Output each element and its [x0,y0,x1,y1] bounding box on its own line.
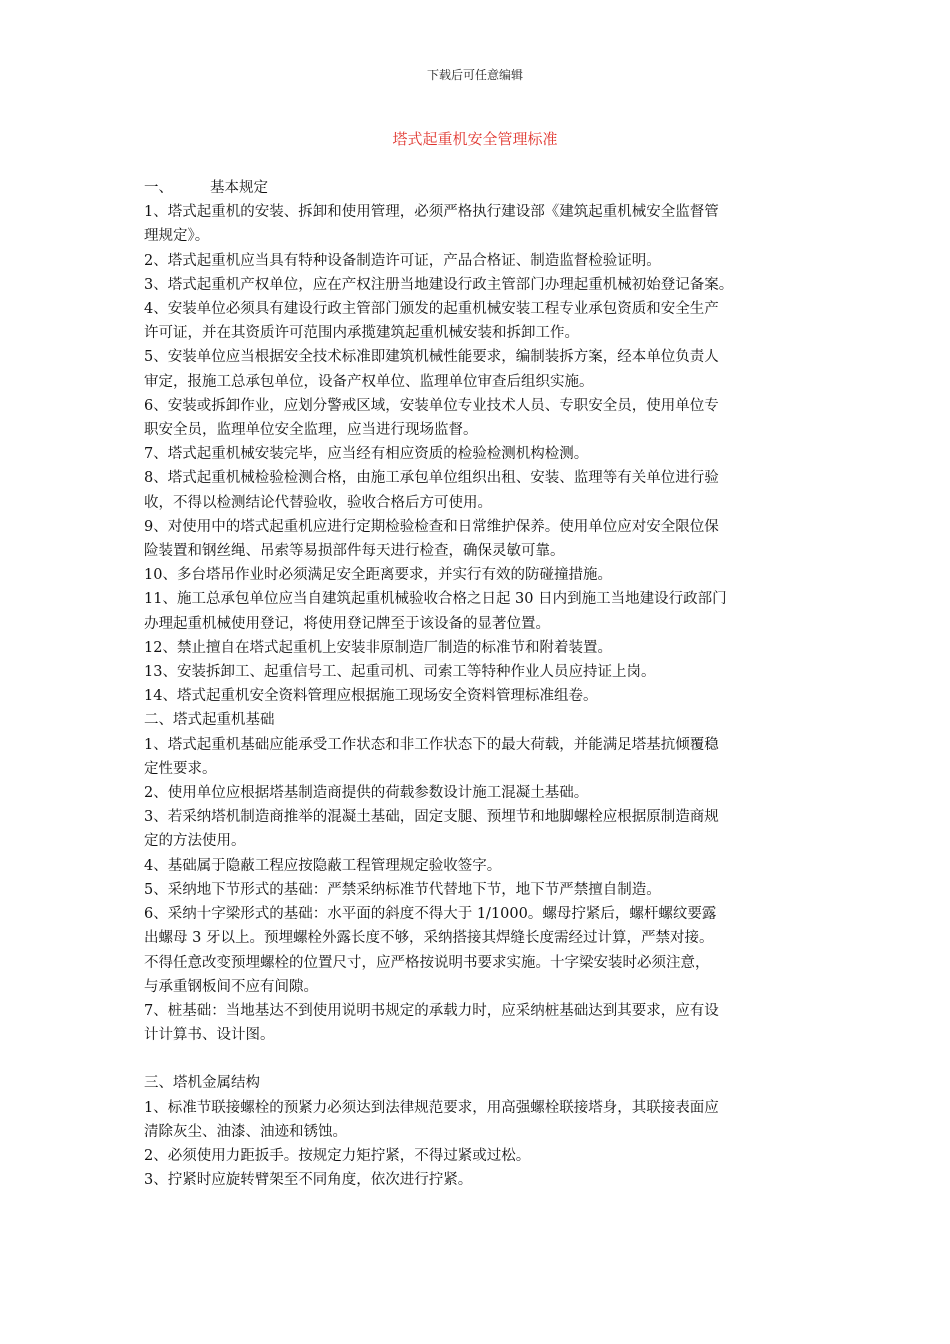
paragraph-line: 与承重钢板间不应有间隙。 [144,978,318,995]
section-number: 一、 [144,180,173,196]
paragraph-line: 2、使用单位应根据塔基制造商提供的荷载参数设计施工混凝土基础。 [144,785,589,802]
paragraph-line: 2、塔式起重机应当具有特种设备制造许可证，产品合格证、制造监督检验证明。 [144,252,661,269]
document-title: 塔式起重机安全管理标准 [392,130,558,148]
paragraph-line: 13、安装拆卸工、起重信号工、起重司机、司索工等特种作业人员应持证上岗。 [144,664,656,681]
section-3-body [144,1096,810,1193]
paragraph-line: 定性要求。 [144,760,217,777]
section-2-body [144,733,810,1048]
paragraph-line: 14、塔式起重机安全资料管理应根据施工现场安全资料管理标准组卷。 [144,688,598,705]
paragraph-line: 12、禁止擅自在塔式起重机上安装非原制造厂制造的标准节和附着装置。 [144,639,612,656]
paragraph-line: 5、采纳地下节形式的基础：严禁采纳标准节代替地下节，地下节严禁擅自制造。 [144,881,661,898]
paragraph-line: 8、塔式起重机械检验检测合格，由施工承包单位组织出租、安装、监理等有关单位进行验 [144,470,719,487]
paragraph-line: 3、若采纳塔机制造商推举的混凝土基础，固定支腿、预埋节和地脚螺栓应根据原制造商规 [144,809,719,826]
paragraph-line: 10、多台塔吊作业时必须满足安全距离要求，并实行有效的防碰撞措施。 [144,567,612,584]
paragraph-line: 4、安装单位必须具有建设行政主管部门颁发的起重机械安装工程专业承包资质和安全生产 [144,301,719,318]
paragraph-line: 4、基础属于隐蔽工程应按隐蔽工程管理规定验收签字。 [144,857,502,874]
section-heading-1 [144,176,810,200]
paragraph-line: 7、塔式起重机械安装完毕，应当经有相应资质的检验检测机构检测。 [144,446,589,463]
paragraph-line: 7、桩基础：当地基达不到使用说明书规定的承载力时，应采纳桩基础达到其要求，应有设 [144,1002,719,1019]
paragraph-line: 不得任意改变预埋螺栓的位置尺寸，应严格按说明书要求实施。十字梁安装时必须注意， [144,954,710,971]
paragraph-line: 11、施工总承包单位应当自建筑起重机械验收合格之日起 30 日内到施工当地建设行政部门 [144,591,727,608]
paragraph-line: 5、安装单位应当根据安全技术标准即建筑机械性能要求，编制装拆方案，经本单位负责人 [144,349,719,366]
paragraph-line: 定的方法使用。 [144,833,246,850]
document-body [144,176,810,1192]
section-title: 基本规定 [210,180,268,196]
page-header: 下载后可任意编辑 [426,68,523,82]
paragraph-line: 3、塔式起重机产权单位，应在产权注册当地建设行政主管部门办理起重机械初始登记备案。 [144,276,734,293]
paragraph-line: 1、塔式起重机基础应能承受工作状态和非工作状态下的最大荷载，并能满足塔基抗倾覆稳 [144,736,719,753]
paragraph-line: 计计算书、设计图。 [144,1027,275,1044]
paragraph-line: 1、标准节联接螺栓的预紧力必须达到法律规范要求，用高强螺栓联接塔身，其联接表面应 [144,1099,719,1116]
section-heading-2: 二、塔式起重机基础 [144,712,275,729]
paragraph-line: 3、拧紧时应旋转臂架至不同角度，依次进行拧紧。 [144,1172,473,1189]
paragraph-line: 6、安装或拆卸作业，应划分警戒区域，安装单位专业技术人员、专职安全员，使用单位专 [144,397,719,414]
blank-line [144,1047,810,1071]
paragraph-line: 理规定》。 [144,228,210,245]
paragraph-line: 1、塔式起重机的安装、拆卸和使用管理，必须严格执行建设部《建筑起重机械安全监督管 [144,204,719,221]
paragraph-line: 收，不得以检测结论代替验收，验收合格后方可使用。 [144,494,492,511]
paragraph-line: 许可证，并在其资质许可范围内承揽建筑起重机械安装和拆卸工作。 [144,325,579,342]
section-1-body [144,200,810,708]
paragraph-line: 险装置和钢丝绳、吊索等易损部件每天进行检查，确保灵敏可靠。 [144,543,565,560]
paragraph-line: 清除灰尘、油漆、油迹和锈蚀。 [144,1123,347,1140]
paragraph-line: 办理起重机械使用登记，将使用登记牌至于该设备的显著位置。 [144,615,550,632]
paragraph-line: 2、必须使用力距扳手。按规定力矩拧紧，不得过紧或过松。 [144,1147,531,1164]
paragraph-line: 9、对使用中的塔式起重机应进行定期检验检查和日常维护保养。使用单位应对安全限位保 [144,518,719,535]
section-heading-3: 三、塔机金属结构 [144,1075,260,1092]
paragraph-line: 审定，报施工总承包单位，设备产权单位、监理单位审查后组织实施。 [144,373,594,390]
paragraph-line: 6、采纳十字梁形式的基础：水平面的斜度不得大于 1/1000。螺母拧紧后，螺杆螺纹要露 [144,906,717,923]
paragraph-line: 出螺母 3 牙以上。预埋螺栓外露长度不够，采纳搭接其焊缝长度需经过计算，严禁对接。 [144,930,714,947]
paragraph-line: 职安全员，监理单位安全监理，应当进行现场监督。 [144,422,478,439]
